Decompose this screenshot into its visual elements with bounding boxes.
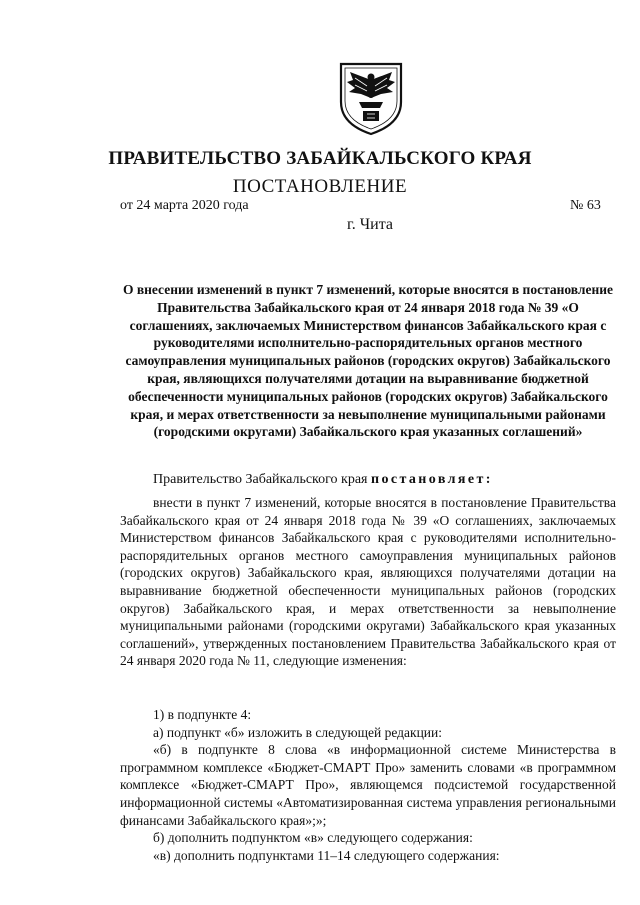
list-item: «б) в подпункте 8 слова «в информационной системе Министерства в программном комплексе «Бюджет-СМАРТ Про» заменить словами «в программном комплексе «Бюджет-СМАРТ Про», являющемся подсистемой государственной информационной системы «Автоматизированная система управления региональными финансами Забайкальского края»;»; bbox=[120, 742, 616, 828]
intro-prefix: Правительство Забайкальского края bbox=[153, 472, 368, 487]
intro-resolves: постановляет: bbox=[370, 472, 493, 487]
document-subject: О внесении изменений в пункт 7 изменений, которые вносятся в постановление Правительства Забайкальского края от 24 января 2018 года № 39 «О соглашениях, заключаемых Министерством финансов Забайкальского края с руководителями исполнительно-распорядительных органов местного самоуправления муниципальных районов (городских округов) Забайкальского края, являющихся получателями дотации на выравнивание бюджетной обеспеченности муниципальных районов (городских округов) Забайкальского края, и мерах ответственности за невыполнение муниципальными районами (городскими округами) Забайкальского края указанных соглашений» bbox=[122, 282, 614, 440]
document-city: г. Чита bbox=[346, 216, 393, 233]
resolution-intro bbox=[153, 472, 493, 488]
list-item: 1) в подпункте 4: bbox=[153, 707, 252, 722]
coat-of-arms-icon bbox=[333, 58, 409, 136]
list-item: а) подпункт «б» изложить в следующей редакции: bbox=[153, 724, 442, 740]
document-type: ПОСТАНОВЛЕНИЕ bbox=[232, 176, 408, 197]
organization-title: ПРАВИТЕЛЬСТВО ЗАБАЙКАЛЬСКОГО КРАЯ bbox=[108, 148, 532, 169]
list-item: б) дополнить подпунктом «в» следующего содержания: bbox=[153, 830, 473, 846]
amendment-items bbox=[120, 706, 616, 864]
main-paragraph: внести в пункт 7 изменений, которые вносятся в постановление Правительства Забайкальского края от 24 января 2018 года № 39 «О соглашениях, заключаемых Министерством финансов Забайкальского края с руководителями исполнительно-распорядительных органов местного самоуправления муниципальных районов (городских округов) Забайкальского края, являющихся получателями дотации на выравнивание бюджетной обеспеченности муниципальных районов (городских округов) Забайкальского края, и мерах ответственности за невыполнение муниципальными районами (городскими округами) Забайкальского края указанных соглашений», утвержденных постановлением Правительства Забайкальского края от 24 января 2020 года № 11, следующие изменения: bbox=[120, 495, 616, 669]
document-number: № 63 bbox=[570, 198, 601, 213]
list-item: «в) дополнить подпунктами 11–14 следующего содержания: bbox=[153, 847, 500, 863]
document-date: от 24 марта 2020 года bbox=[120, 198, 249, 213]
